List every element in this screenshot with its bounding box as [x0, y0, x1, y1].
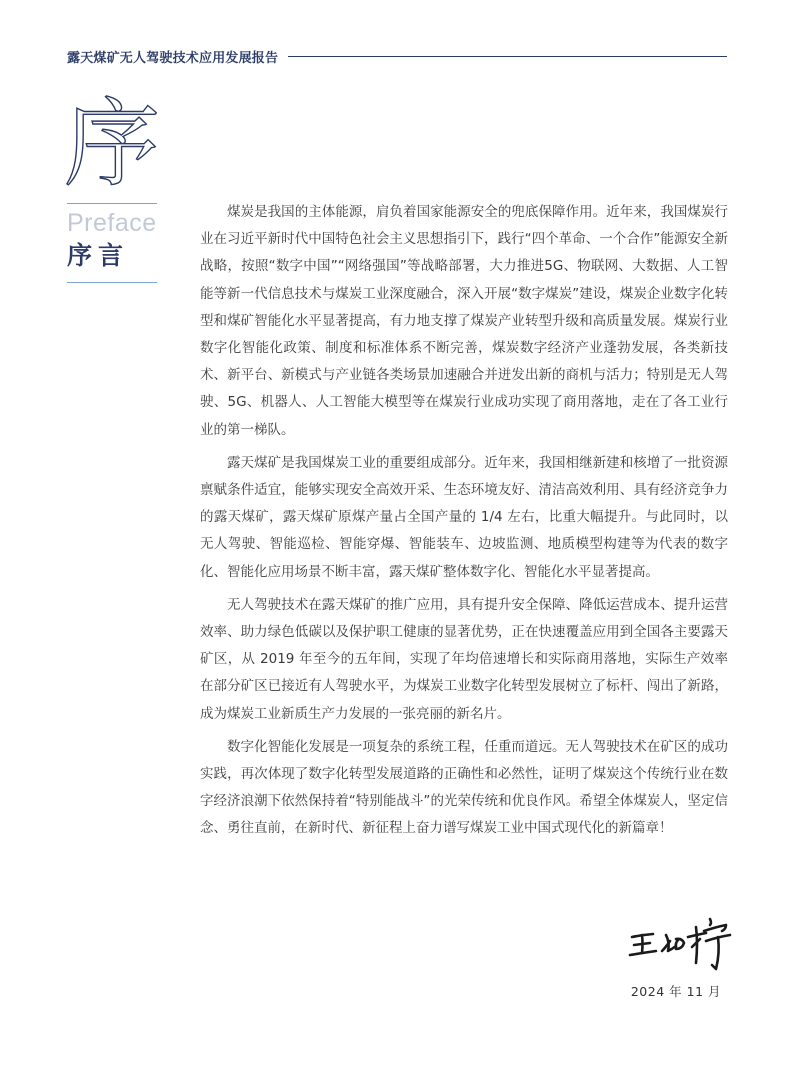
paragraph: 煤炭是我国的主体能源，肩负着国家能源安全的兜底保障作用。近年来，我国煤炭行业在习近平新时代中国特色社会主义思想指引下，践行“四个革命、一个合作”能源安全新战略，按照“数字中国”“网络强国”等战略部署，大力推进5G、物联网、大数据、人工智能等新一代信息技术与煤炭工业深度融合，深入开展“数字煤炭”建设，煤炭企业数字化转型和煤矿智能化水平显著提高，有力地支撑了煤炭产业转型升级和高质量发展。煤炭行业数字化智能化政策、制度和标准体系不断完善，煤炭数字经济产业蓬勃发展，各类新技术、新平台、新模式与产业链各类场景加速融合并迸发出新的商机与活力；特别是无人驾驶、5G、机器人、人工智能大模型等在煤炭行业成功实现了商用落地，走在了各工业行业的第一梯队。: [200, 204, 728, 438]
handwritten-signature: [626, 913, 746, 975]
preface-body: [200, 199, 728, 849]
paragraph: 数字化智能化发展是一项复杂的系统工程，任重而道远。无人驾驶技术在矿区的成功实践，再次体现了数字化转型发展道路的正确性和必然性，证明了煤炭这个传统行业在数字经济浪潮下依然保持着“特别能战斗”的光荣传统和优良作风。希望全体煤炭人，坚定信念、勇往直前，在新时代、新征程上奋力谱写煤炭工业中国式现代化的新篇章！: [200, 738, 728, 837]
section-title-en: Preface: [67, 209, 157, 237]
paragraph: 露天煤矿是我国煤炭工业的重要组成部分。近年来，我国相继新建和核增了一批资源禀赋条件适宜，能够实现安全高效开采、生态环境友好、清洁高效利用、具有经济竞争力的露天煤矿，露天煤矿原煤产量占全国产量的 1/4 左右，比重大幅提升。与此同时，以无人驾驶、智能巡检、智能穿爆、智能装车、边坡监测、地质模型构建等为代表的数字化、智能化应用场景不断丰富，露天煤矿整体数字化、智能化水平显著提高。: [200, 454, 728, 580]
page-header: [67, 45, 727, 67]
title-divider-top: [67, 203, 157, 204]
report-title: 露天煤矿无人驾驶技术应用发展报告: [67, 50, 279, 66]
date-label: 2024 年 11 月: [630, 984, 721, 999]
section-title-cn: 序言: [67, 241, 130, 270]
section-glyph: 序: [64, 88, 160, 200]
header-rule: [288, 56, 727, 57]
title-divider-bottom: [67, 282, 157, 283]
paragraph: 无人驾驶技术在露天煤矿的推广应用，具有提升安全保障、降低运营成本、提升运营效率、助力绿色低碳以及保护职工健康的显著优势，正在快速覆盖应用到全国各主要露天矿区，从 2019 年至今的五年间，实现了年均倍速增长和实际商用落地，实际生产效率在部分矿区已接近有人驾驶水平，为煤炭工业数字化转型发展树立了标杆、闯出了新路，成为煤炭工业新质生产力发展的一张亮丽的新名片。: [200, 596, 728, 722]
